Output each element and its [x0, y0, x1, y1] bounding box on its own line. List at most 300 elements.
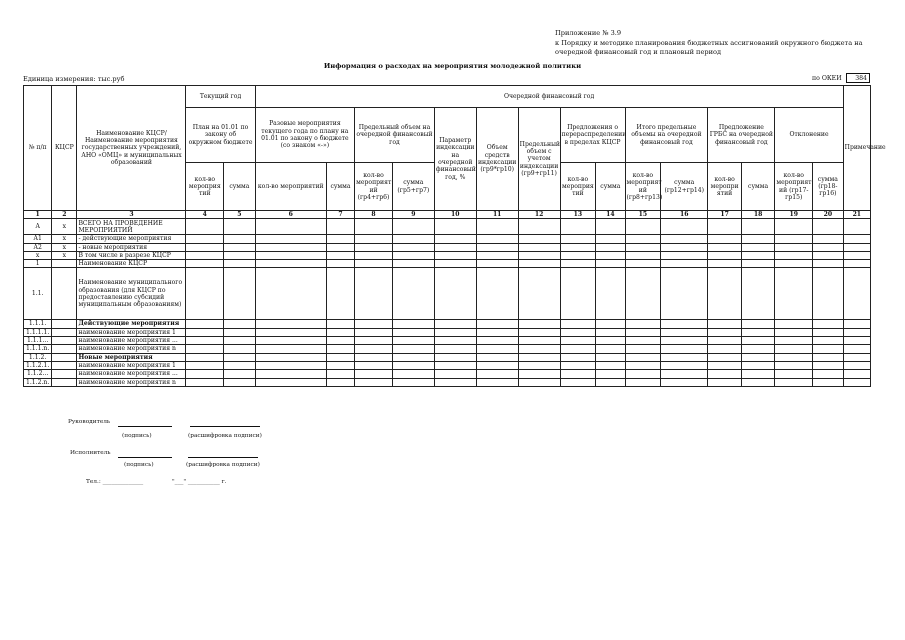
data-cell[interactable] — [392, 235, 434, 243]
data-cell[interactable] — [625, 219, 661, 235]
data-cell[interactable] — [843, 260, 870, 268]
data-cell[interactable] — [625, 345, 661, 353]
row-name: - действующие мероприятия — [77, 235, 186, 243]
data-cell[interactable] — [843, 268, 870, 320]
data-cell[interactable] — [518, 260, 560, 268]
row-number: х — [24, 251, 52, 259]
data-cell[interactable] — [326, 320, 354, 328]
data-cell[interactable] — [625, 251, 661, 259]
data-cell[interactable] — [813, 370, 844, 378]
data-cell[interactable] — [560, 337, 596, 345]
data-cell[interactable] — [476, 378, 518, 386]
data-cell[interactable] — [518, 320, 560, 328]
data-cell[interactable] — [813, 251, 844, 259]
data-cell[interactable] — [813, 337, 844, 345]
data-cell[interactable] — [355, 235, 393, 243]
data-cell[interactable] — [434, 370, 476, 378]
data-cell[interactable] — [813, 328, 844, 336]
data-cell[interactable] — [596, 260, 625, 268]
data-cell[interactable] — [843, 251, 870, 259]
data-cell[interactable] — [843, 328, 870, 336]
data-cell[interactable] — [392, 219, 434, 235]
data-cell[interactable] — [775, 251, 813, 259]
data-cell[interactable] — [476, 268, 518, 320]
data-cell[interactable] — [224, 251, 255, 259]
data-cell[interactable] — [476, 219, 518, 235]
data-cell[interactable] — [186, 345, 224, 353]
column-numbers — [24, 211, 871, 219]
row-kcsr — [52, 361, 77, 369]
row-kcsr — [52, 370, 77, 378]
data-cell[interactable] — [476, 337, 518, 345]
data-cell[interactable] — [355, 268, 393, 320]
table-row — [24, 361, 871, 369]
data-cell[interactable] — [661, 337, 708, 345]
data-cell[interactable] — [775, 268, 813, 320]
data-cell[interactable] — [255, 260, 326, 268]
data-cell[interactable] — [434, 337, 476, 345]
data-cell[interactable] — [186, 337, 224, 345]
data-cell[interactable] — [518, 353, 560, 361]
data-cell[interactable] — [476, 328, 518, 336]
data-cell[interactable] — [843, 370, 870, 378]
data-cell[interactable] — [560, 268, 596, 320]
row-number: 1.1. — [24, 268, 52, 320]
data-cell[interactable] — [813, 353, 844, 361]
data-cell[interactable] — [355, 243, 393, 251]
data-cell[interactable] — [741, 260, 775, 268]
data-cell[interactable] — [255, 353, 326, 361]
data-cell[interactable] — [255, 235, 326, 243]
data-cell[interactable] — [813, 260, 844, 268]
data-cell[interactable] — [476, 235, 518, 243]
row-name: наименование мероприятия ... — [77, 337, 186, 345]
data-cell[interactable] — [392, 328, 434, 336]
appendix-line: к Порядку и методике планирования бюджетных ассигнований окружного бюджета на — [555, 38, 863, 47]
data-cell[interactable] — [518, 361, 560, 369]
data-cell[interactable] — [741, 235, 775, 243]
data-cell[interactable] — [625, 243, 661, 251]
data-cell[interactable] — [326, 219, 354, 235]
data-cell[interactable] — [255, 219, 326, 235]
data-cell[interactable] — [224, 328, 255, 336]
data-cell[interactable] — [843, 337, 870, 345]
data-cell[interactable] — [775, 328, 813, 336]
data-cell[interactable] — [741, 251, 775, 259]
data-cell[interactable] — [326, 353, 354, 361]
column-number: 8 — [355, 211, 393, 219]
data-cell[interactable] — [186, 260, 224, 268]
data-cell[interactable] — [596, 361, 625, 369]
header-onetime: Разовые мероприятия текущего года по плану на 01.01 по закону о бюджете (со знаком «-») — [255, 108, 355, 163]
data-cell[interactable] — [708, 378, 742, 386]
row-kcsr — [52, 353, 77, 361]
data-cell[interactable] — [560, 320, 596, 328]
data-cell[interactable] — [224, 345, 255, 353]
data-cell[interactable] — [255, 337, 326, 345]
data-cell[interactable] — [392, 361, 434, 369]
data-cell[interactable] — [518, 328, 560, 336]
row-kcsr — [52, 328, 77, 336]
data-cell[interactable] — [434, 345, 476, 353]
data-cell[interactable] — [476, 353, 518, 361]
data-cell[interactable] — [518, 337, 560, 345]
row-kcsr: х — [52, 219, 77, 235]
data-cell[interactable] — [434, 260, 476, 268]
data-cell[interactable] — [255, 251, 326, 259]
data-cell[interactable] — [224, 353, 255, 361]
data-cell[interactable] — [843, 320, 870, 328]
data-cell[interactable] — [392, 268, 434, 320]
data-cell[interactable] — [355, 378, 393, 386]
data-cell[interactable] — [708, 337, 742, 345]
data-cell[interactable] — [661, 260, 708, 268]
data-cell[interactable] — [741, 268, 775, 320]
data-cell[interactable] — [392, 370, 434, 378]
row-kcsr — [52, 320, 77, 328]
data-cell[interactable] — [255, 370, 326, 378]
data-cell[interactable] — [326, 251, 354, 259]
data-cell[interactable] — [708, 251, 742, 259]
data-cell[interactable] — [434, 320, 476, 328]
data-cell[interactable] — [224, 235, 255, 243]
data-cell[interactable] — [186, 353, 224, 361]
data-cell[interactable] — [355, 361, 393, 369]
data-cell[interactable] — [476, 361, 518, 369]
data-cell[interactable] — [224, 219, 255, 235]
data-cell[interactable] — [625, 361, 661, 369]
data-cell[interactable] — [741, 378, 775, 386]
data-cell[interactable] — [775, 378, 813, 386]
data-cell[interactable] — [186, 219, 224, 235]
data-cell[interactable] — [708, 260, 742, 268]
data-cell[interactable] — [518, 378, 560, 386]
data-cell[interactable] — [560, 260, 596, 268]
row-name: наименование мероприятия 1 — [77, 361, 186, 369]
column-number: 1 — [24, 211, 52, 219]
data-cell[interactable] — [224, 320, 255, 328]
data-cell[interactable] — [625, 370, 661, 378]
data-cell[interactable] — [326, 235, 354, 243]
data-cell[interactable] — [476, 243, 518, 251]
header-plan: План на 01.01 по закону об окружном бюджете — [186, 108, 255, 163]
data-cell[interactable] — [560, 353, 596, 361]
column-number: 13 — [560, 211, 596, 219]
data-cell[interactable] — [843, 243, 870, 251]
data-cell[interactable] — [518, 251, 560, 259]
data-cell[interactable] — [518, 219, 560, 235]
data-cell[interactable] — [434, 361, 476, 369]
data-cell[interactable] — [560, 328, 596, 336]
data-cell[interactable] — [518, 235, 560, 243]
data-cell[interactable] — [355, 345, 393, 353]
data-cell[interactable] — [186, 268, 224, 320]
data-cell[interactable] — [813, 268, 844, 320]
header-npp: № п/п — [24, 86, 52, 211]
data-cell[interactable] — [775, 243, 813, 251]
data-cell[interactable] — [186, 378, 224, 386]
data-cell[interactable] — [255, 243, 326, 251]
data-cell[interactable] — [355, 219, 393, 235]
data-cell[interactable] — [813, 361, 844, 369]
row-name: Действующие мероприятия — [77, 320, 186, 328]
data-cell[interactable] — [186, 251, 224, 259]
data-cell[interactable] — [434, 219, 476, 235]
data-cell[interactable] — [741, 219, 775, 235]
row-name: Новые мероприятия — [77, 353, 186, 361]
data-cell[interactable] — [625, 235, 661, 243]
data-cell[interactable] — [661, 345, 708, 353]
data-cell[interactable] — [596, 337, 625, 345]
data-cell[interactable] — [355, 337, 393, 345]
data-cell[interactable] — [775, 345, 813, 353]
data-cell[interactable] — [355, 353, 393, 361]
data-cell[interactable] — [661, 243, 708, 251]
data-cell[interactable] — [326, 268, 354, 320]
data-cell[interactable] — [775, 260, 813, 268]
data-cell[interactable] — [625, 268, 661, 320]
data-cell[interactable] — [560, 243, 596, 251]
data-cell[interactable] — [255, 361, 326, 369]
data-cell[interactable] — [813, 345, 844, 353]
data-cell[interactable] — [476, 370, 518, 378]
data-cell[interactable] — [392, 353, 434, 361]
data-cell[interactable] — [476, 345, 518, 353]
data-cell[interactable] — [741, 370, 775, 378]
data-cell[interactable] — [596, 235, 625, 243]
data-cell[interactable] — [813, 320, 844, 328]
data-cell[interactable] — [560, 361, 596, 369]
data-cell[interactable] — [355, 370, 393, 378]
data-cell[interactable] — [596, 243, 625, 251]
data-cell[interactable] — [518, 243, 560, 251]
data-cell[interactable] — [224, 361, 255, 369]
data-cell[interactable] — [843, 361, 870, 369]
data-cell[interactable] — [560, 345, 596, 353]
data-cell[interactable] — [708, 345, 742, 353]
data-cell[interactable] — [708, 353, 742, 361]
data-cell[interactable] — [355, 260, 393, 268]
data-cell[interactable] — [596, 378, 625, 386]
data-cell[interactable] — [255, 320, 326, 328]
phone-label: Тел.: ______________ — [86, 479, 144, 485]
data-cell[interactable] — [186, 328, 224, 336]
data-cell[interactable] — [434, 378, 476, 386]
data-cell[interactable] — [560, 219, 596, 235]
data-cell[interactable] — [392, 378, 434, 386]
data-cell[interactable] — [741, 337, 775, 345]
data-cell[interactable] — [661, 370, 708, 378]
data-cell[interactable] — [596, 219, 625, 235]
data-cell[interactable] — [224, 378, 255, 386]
data-cell[interactable] — [355, 320, 393, 328]
data-cell[interactable] — [518, 345, 560, 353]
data-cell[interactable] — [186, 243, 224, 251]
column-number: 4 — [186, 211, 224, 219]
data-cell[interactable] — [355, 251, 393, 259]
data-cell[interactable] — [775, 353, 813, 361]
data-cell[interactable] — [625, 260, 661, 268]
data-cell[interactable] — [224, 337, 255, 345]
data-cell[interactable] — [775, 337, 813, 345]
data-cell[interactable] — [843, 219, 870, 235]
data-cell[interactable] — [661, 251, 708, 259]
data-cell[interactable] — [708, 219, 742, 235]
data-cell[interactable] — [476, 251, 518, 259]
data-cell[interactable] — [741, 320, 775, 328]
data-cell[interactable] — [560, 251, 596, 259]
data-cell[interactable] — [741, 361, 775, 369]
data-cell[interactable] — [326, 361, 354, 369]
sub-header: сумма (гр18-гр16) — [813, 163, 844, 211]
data-cell[interactable] — [625, 337, 661, 345]
data-cell[interactable] — [476, 320, 518, 328]
header-current-year: Текущий год — [186, 86, 255, 108]
head-sign-line — [118, 425, 172, 427]
data-cell[interactable] — [596, 353, 625, 361]
data-cell[interactable] — [596, 370, 625, 378]
data-cell[interactable] — [326, 370, 354, 378]
data-cell[interactable] — [434, 251, 476, 259]
table-row — [24, 337, 871, 345]
data-cell[interactable] — [326, 328, 354, 336]
data-cell[interactable] — [661, 361, 708, 369]
row-number: 1.1.2. — [24, 353, 52, 361]
data-cell[interactable] — [186, 370, 224, 378]
sub-header: сумма (гр5+гр7) — [392, 163, 434, 211]
data-cell[interactable] — [625, 328, 661, 336]
header-param: Параметр индексации на очередной финансовый год, % — [434, 108, 476, 211]
data-cell[interactable] — [661, 320, 708, 328]
data-cell[interactable] — [625, 378, 661, 386]
data-cell[interactable] — [741, 353, 775, 361]
appendix-note — [555, 29, 885, 58]
data-cell[interactable] — [775, 320, 813, 328]
data-cell[interactable] — [596, 345, 625, 353]
column-number: 3 — [77, 211, 186, 219]
data-cell[interactable] — [661, 219, 708, 235]
header-deviation: Отклонение — [775, 108, 843, 163]
data-cell[interactable] — [434, 235, 476, 243]
row-number: А1 — [24, 235, 52, 243]
head-decode-hint: (расшифровка подписи) — [188, 433, 262, 439]
data-cell[interactable] — [775, 370, 813, 378]
data-cell[interactable] — [708, 361, 742, 369]
data-cell[interactable] — [775, 219, 813, 235]
data-cell[interactable] — [560, 370, 596, 378]
data-cell[interactable] — [224, 243, 255, 251]
data-cell[interactable] — [813, 219, 844, 235]
data-cell[interactable] — [775, 235, 813, 243]
data-cell[interactable] — [813, 378, 844, 386]
data-cell[interactable] — [596, 251, 625, 259]
data-cell[interactable] — [392, 345, 434, 353]
data-cell[interactable] — [186, 235, 224, 243]
data-cell[interactable] — [355, 328, 393, 336]
data-cell[interactable] — [326, 243, 354, 251]
data-cell[interactable] — [434, 243, 476, 251]
data-cell[interactable] — [596, 328, 625, 336]
data-cell[interactable] — [518, 370, 560, 378]
data-cell[interactable] — [775, 361, 813, 369]
data-cell[interactable] — [843, 353, 870, 361]
data-cell[interactable] — [708, 243, 742, 251]
data-cell[interactable] — [224, 260, 255, 268]
data-cell[interactable] — [708, 328, 742, 336]
data-cell[interactable] — [326, 260, 354, 268]
data-cell[interactable] — [625, 353, 661, 361]
sub-header: кол-во меропри ятий — [708, 163, 742, 211]
data-cell[interactable] — [625, 320, 661, 328]
data-cell[interactable] — [843, 378, 870, 386]
table-row — [24, 353, 871, 361]
data-cell[interactable] — [392, 337, 434, 345]
data-cell[interactable] — [708, 268, 742, 320]
data-cell[interactable] — [708, 320, 742, 328]
data-cell[interactable] — [741, 328, 775, 336]
data-cell[interactable] — [708, 370, 742, 378]
data-cell[interactable] — [708, 235, 742, 243]
header-total: Итого предельные объемы на очередной финансовый год — [625, 108, 708, 163]
data-cell[interactable] — [255, 328, 326, 336]
sub-header: кол-во мероприя тий — [560, 163, 596, 211]
data-cell[interactable] — [476, 260, 518, 268]
data-cell[interactable] — [224, 370, 255, 378]
column-number: 5 — [224, 211, 255, 219]
data-cell[interactable] — [661, 353, 708, 361]
data-cell[interactable] — [392, 320, 434, 328]
data-cell[interactable] — [326, 337, 354, 345]
column-number: 10 — [434, 211, 476, 219]
data-cell[interactable] — [255, 268, 326, 320]
row-number: 1.1.1. — [24, 320, 52, 328]
data-cell[interactable] — [518, 268, 560, 320]
data-cell[interactable] — [661, 328, 708, 336]
data-cell[interactable] — [186, 320, 224, 328]
data-cell[interactable] — [596, 268, 625, 320]
data-cell[interactable] — [326, 345, 354, 353]
data-cell[interactable] — [741, 345, 775, 353]
data-cell[interactable] — [741, 243, 775, 251]
data-cell[interactable] — [255, 378, 326, 386]
data-cell[interactable] — [255, 345, 326, 353]
data-cell[interactable] — [434, 353, 476, 361]
data-cell[interactable] — [560, 378, 596, 386]
data-cell[interactable] — [661, 268, 708, 320]
data-cell[interactable] — [392, 260, 434, 268]
data-cell[interactable] — [843, 235, 870, 243]
data-cell[interactable] — [186, 361, 224, 369]
sub-header: сумма — [326, 163, 354, 211]
data-cell[interactable] — [434, 328, 476, 336]
data-cell[interactable] — [326, 378, 354, 386]
data-cell[interactable] — [434, 268, 476, 320]
okei-label: по ОКЕИ — [812, 75, 842, 82]
data-cell[interactable] — [813, 243, 844, 251]
data-cell[interactable] — [224, 268, 255, 320]
data-cell[interactable] — [392, 243, 434, 251]
data-cell[interactable] — [813, 235, 844, 243]
data-cell[interactable] — [560, 235, 596, 243]
data-cell[interactable] — [596, 320, 625, 328]
table-row — [24, 219, 871, 235]
data-cell[interactable] — [661, 235, 708, 243]
row-number: 1.1.2.n. — [24, 378, 52, 386]
data-cell[interactable] — [392, 251, 434, 259]
data-cell[interactable] — [843, 345, 870, 353]
data-cell[interactable] — [661, 378, 708, 386]
header-redistribution: Предложения о перераспределении в пределах КЦСР — [560, 108, 625, 163]
